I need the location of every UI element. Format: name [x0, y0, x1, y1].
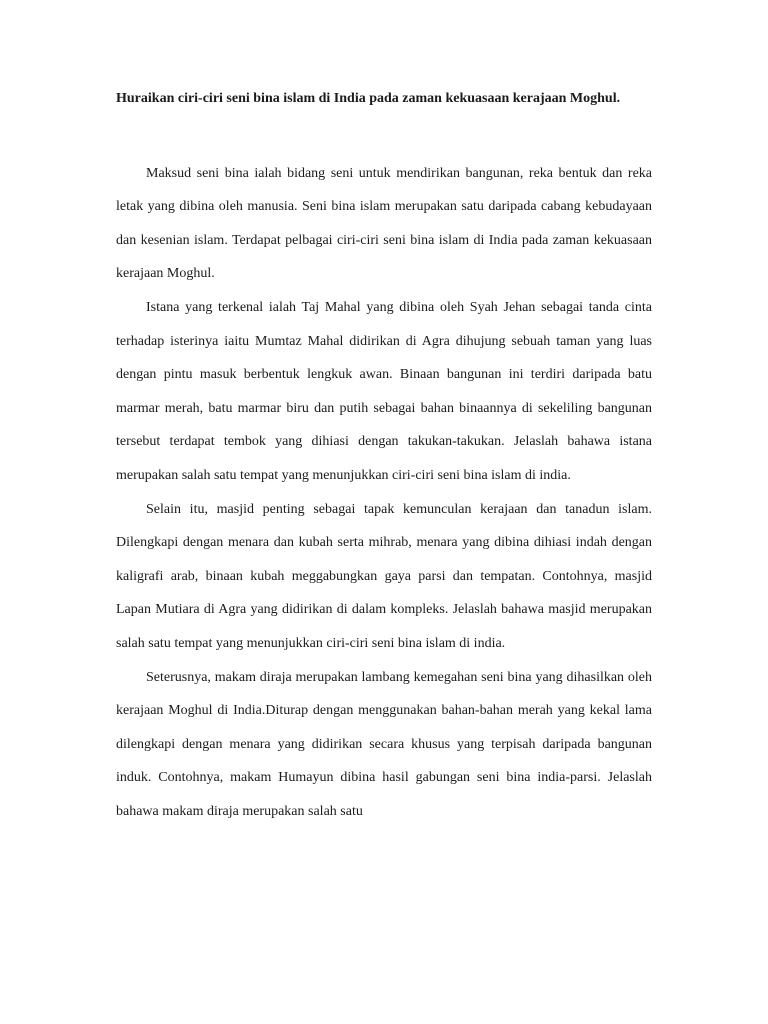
paragraph-masjid: Selain itu, masjid penting sebagai tapak kemunculan kerajaan dan tanadun islam. Dilengkapi dengan menara dan kubah serta mihrab, menara yang dibina dihiasi indah dengan kaligrafi arab, binaan kubah meggabungkan gaya parsi dan tempatan. Contohnya, masjid Lapan Mutiara di Agra yang didirikan di dalam kompleks. Jelaslah bahawa masjid merupakan salah satu tempat yang menunjukkan ciri-ciri seni bina islam di india.	[116, 501, 652, 651]
document-title: Huraikan ciri-ciri seni bina islam di India pada zaman kekuasaan kerajaan Moghul.	[116, 91, 621, 106]
paragraph-intro: Maksud seni bina ialah bidang seni untuk mendirikan bangunan, reka bentuk dan reka letak yang dibina oleh manusia. Seni bina islam merupakan satu daripada cabang kebudayaan dan kesenian islam. Terdapat pelbagai ciri-ciri seni bina islam di India pada zaman kekuasaan kerajaan Moghul.	[116, 165, 652, 282]
document-body	[116, 157, 652, 829]
paragraph-istana: Istana yang terkenal ialah Taj Mahal yang dibina oleh Syah Jehan sebagai tanda cinta terhadap isterinya iaitu Mumtaz Mahal didirikan di Agra dihujung sebuah taman yang luas dengan pintu masuk berbentuk lengkuk awan. Binaan bangunan ini terdiri daripada batu marmar merah, batu marmar biru dan putih sebagai bahan binaannya di sekeliling bangunan tersebut terdapat tembok yang dihiasi dengan takukan-takukan. Jelaslah bahawa istana merupakan salah satu tempat yang menunjukkan ciri-ciri seni bina islam di india.	[116, 299, 652, 483]
paragraph-makam: Seterusnya, makam diraja merupakan lambang kemegahan seni bina yang dihasilkan oleh kerajaan Moghul di India.Diturap dengan menggunakan bahan-bahan merah yang kekal lama dilengkapi dengan menara yang didirikan secara khusus yang terpisah daripada bangunan induk. Contohnya, makam Humayun dibina hasil gabungan seni bina india-parsi. Jelaslah bahawa makam diraja merupakan salah satu	[116, 669, 652, 819]
document-content	[116, 82, 652, 828]
